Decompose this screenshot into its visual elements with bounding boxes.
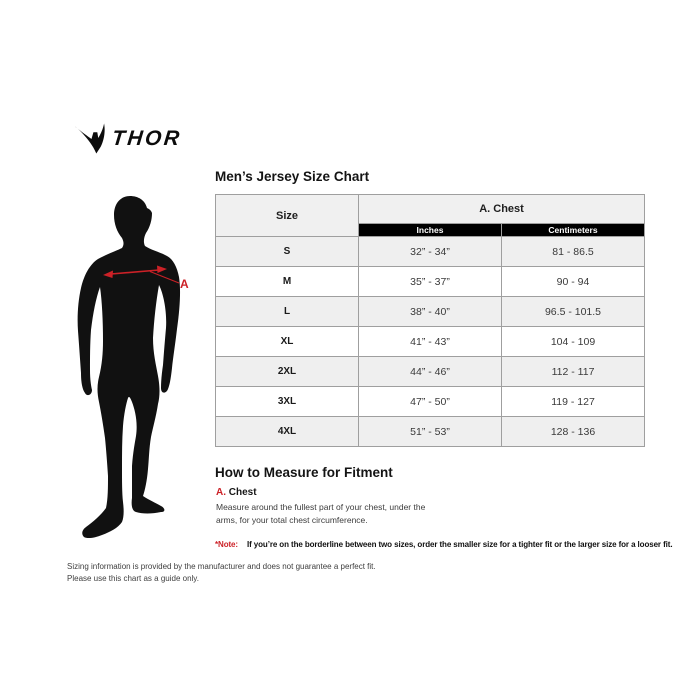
column-subheader-centimeters: Centimeters [502, 224, 645, 237]
centimeters-cell: 119 - 127 [502, 387, 645, 417]
table-row-s [216, 237, 645, 267]
chest-measure-label: A [180, 277, 189, 291]
inches-cell: 47” - 50” [359, 387, 502, 417]
chart-title: Men’s Jersey Size Chart [215, 169, 370, 184]
size-cell: 3XL [216, 387, 359, 417]
inches-cell: 51” - 53” [359, 417, 502, 447]
centimeters-cell: 112 - 117 [502, 357, 645, 387]
centimeters-cell: 90 - 94 [502, 267, 645, 297]
measure-name: Chest [228, 487, 257, 498]
size-cell: XL [216, 327, 359, 357]
table-row-xl [216, 327, 645, 357]
centimeters-cell: 96.5 - 101.5 [502, 297, 645, 327]
centimeters-cell: 128 - 136 [502, 417, 645, 447]
table-row-m [216, 267, 645, 297]
inches-cell: 35” - 37” [359, 267, 502, 297]
inches-cell: 38” - 40” [359, 297, 502, 327]
size-cell: 4XL [216, 417, 359, 447]
table-row-4xl [216, 417, 645, 447]
column-header-size: Size [216, 195, 359, 237]
measure-description: Measure around the fullest part of your chest, under the arms, for your total chest circumference. [216, 502, 426, 526]
disclaimer-line-1: Sizing information is provided by the manufacturer and does not guarantee a perfect fit. [67, 562, 376, 571]
size-cell: 2XL [216, 357, 359, 387]
disclaimer-line-2: Please use this chart as a guide only. [67, 574, 199, 583]
size-chart-table [215, 194, 645, 447]
thor-horns-icon [74, 123, 107, 155]
centimeters-cell: 81 - 86.5 [502, 237, 645, 267]
male-silhouette-figure [70, 190, 192, 542]
size-cell: M [216, 267, 359, 297]
table-row-l [216, 297, 645, 327]
note-text: If you’re on the borderline between two sizes, order the smaller size for a tighter fit or the larger size for a looser fit. [246, 540, 673, 549]
thor-logo [74, 123, 182, 155]
measure-point-chest [216, 487, 257, 498]
inches-cell: 41” - 43” [359, 327, 502, 357]
inches-cell: 32” - 34” [359, 237, 502, 267]
size-cell: S [216, 237, 359, 267]
how-to-measure-title: How to Measure for Fitment [215, 465, 393, 480]
centimeters-cell: 104 - 109 [502, 327, 645, 357]
column-subheader-inches: Inches [359, 224, 502, 237]
measure-key: A. [216, 487, 226, 498]
table-row-2xl [216, 357, 645, 387]
note-label: *Note: [215, 540, 238, 549]
brand-name: THOR [110, 127, 183, 150]
sizing-note [215, 540, 685, 549]
column-header-chest: A. Chest [359, 195, 645, 224]
table-row-3xl [216, 387, 645, 417]
body-silhouette [78, 196, 180, 538]
disclaimer [67, 561, 376, 585]
size-cell: L [216, 297, 359, 327]
inches-cell: 44” - 46” [359, 357, 502, 387]
